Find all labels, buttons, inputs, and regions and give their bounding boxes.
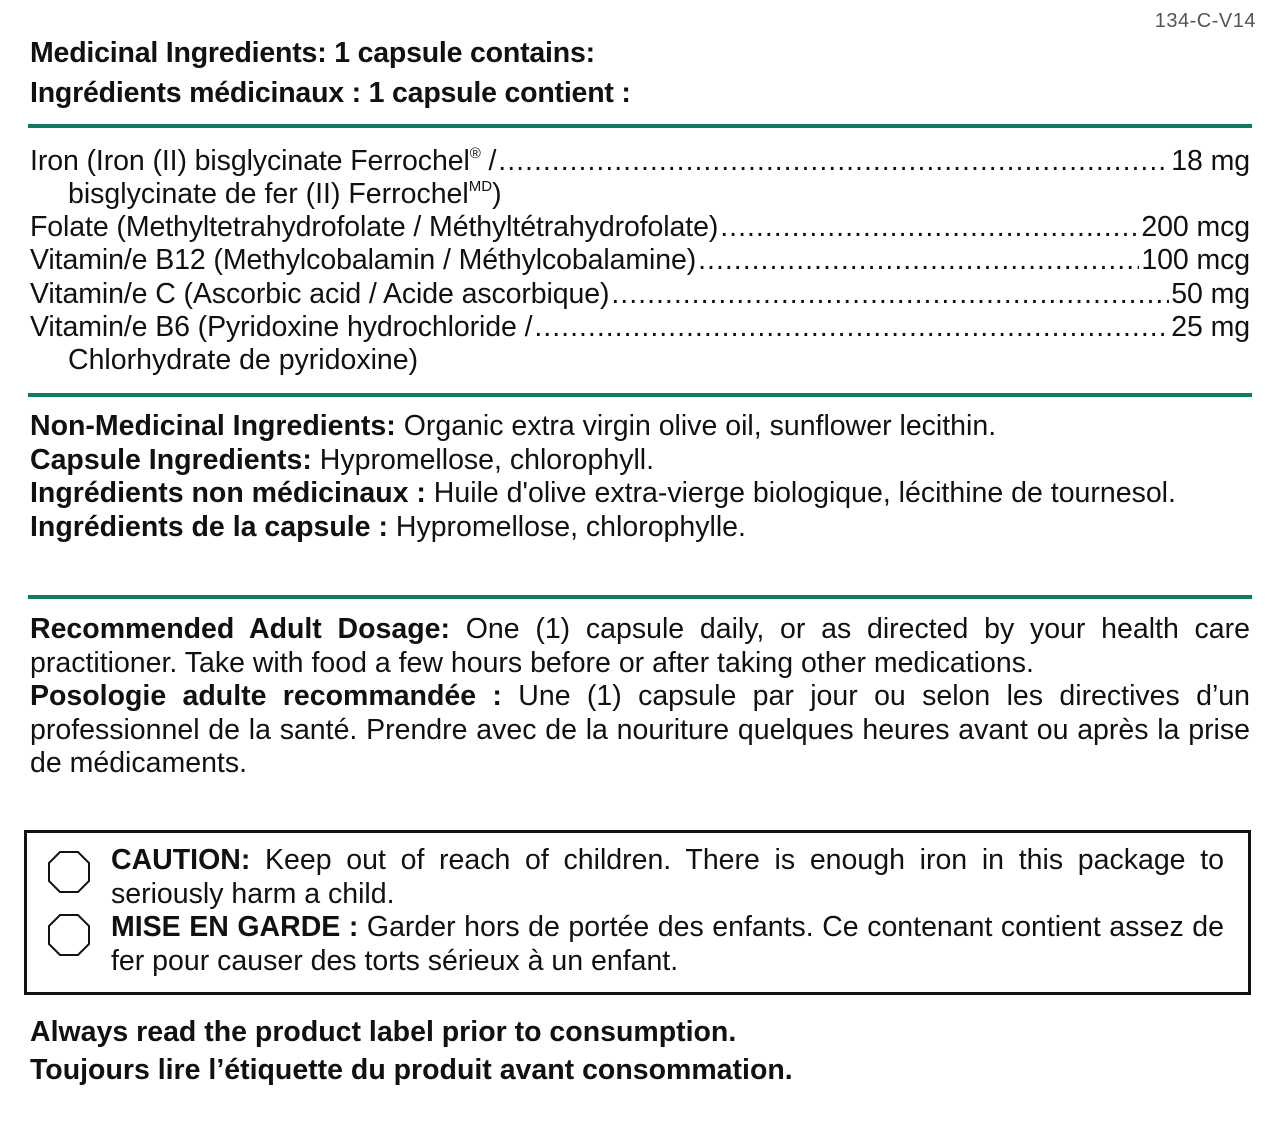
- octagon-warning-icon: [47, 850, 91, 894]
- ingredient-continuation-b6: Chlorhydrate de pyridoxine): [68, 344, 419, 376]
- dosage-fr: Posologie adulte recommandée : Une (1) capsule par jour ou selon les directives d’un professionnel de la santé. Prendre avec de la nouriture quelques heures avant ou après la prise de médicaments.: [30, 680, 1250, 779]
- ingredient-amount: 25 mg: [1171, 311, 1250, 343]
- octagon-warning-icon: [47, 913, 91, 957]
- ingredient-name: Folate (Methyltetrahydrofolate / Méthyltétrahydrofolate): [30, 211, 719, 243]
- footer-notice-en: Always read the product label prior to consumption.: [30, 1016, 737, 1048]
- medicinal-heading-en: Medicinal Ingredients: 1 capsule contains:: [30, 37, 595, 69]
- caution-fr: MISE EN GARDE : Garder hors de portée des enfants. Ce contenant contient assez de fer pour causer des torts sérieux à un enfant.: [111, 911, 1225, 977]
- ingredient-amount: 18 mg: [1171, 145, 1250, 177]
- dosage-section: [30, 613, 1250, 781]
- ingredient-row-b12: [30, 243, 1250, 277]
- non-medicinal-en: Non-Medicinal Ingredients: Organic extra virgin olive oil, sunflower lecithin.: [30, 410, 997, 442]
- leader-dots: [698, 243, 1139, 277]
- label-code: 134-C-V14: [1154, 10, 1256, 32]
- medicinal-heading-fr: Ingrédients médicinaux : 1 capsule contient :: [30, 77, 631, 109]
- caution-en: CAUTION: Keep out of reach of children. There is enough iron in this package to seriously harm a child.: [111, 844, 1224, 910]
- ingredient-row-vitamin-c: [30, 277, 1250, 311]
- ingredient-row-iron: Iron (Iron (II) bisglycinate Ferrochel® / ..... 18 mg: [30, 144, 1250, 178]
- ingredient-amount: 50 mg: [1171, 278, 1250, 310]
- non-medicinal-section: [30, 410, 1250, 544]
- ingredient-name: Vitamin/e C (Ascorbic acid / Acide ascorbique): [30, 278, 610, 310]
- ingredient-row-b6: [30, 310, 1250, 344]
- leader-dots: [720, 210, 1139, 244]
- caution-text: [111, 844, 1224, 978]
- section-divider: [28, 595, 1252, 599]
- leader-dots: [534, 310, 1169, 344]
- caution-box: [24, 830, 1251, 995]
- ingredient-row-folate: [30, 210, 1250, 244]
- ingredient-name: Vitamin/e B6 (Pyridoxine hydrochloride /: [30, 311, 533, 343]
- ingredient-amount: 100 mcg: [1141, 244, 1250, 276]
- ingredient-name: Vitamin/e B12 (Methylcobalamin / Méthylcobalamine): [30, 244, 697, 276]
- capsule-ingredients-en: Capsule Ingredients: Hypromellose, chlorophyll.: [30, 443, 655, 476]
- ingredient-name: Iron (Iron (II) bisglycinate Ferrochel: [30, 145, 470, 177]
- leader-dots: [611, 277, 1169, 311]
- ingredient-amount: 200 mcg: [1141, 211, 1250, 243]
- capsule-ingredients-fr: Ingrédients de la capsule : Hypromellose, chlorophylle.: [30, 510, 746, 543]
- dosage-en: Recommended Adult Dosage: One (1) capsule daily, or as directed by your health care practitioner. Take with food a few hours before or after taking other medications.: [30, 613, 1250, 679]
- footer-notice-fr: Toujours lire l’étiquette du produit avant consommation.: [30, 1054, 793, 1086]
- non-medicinal-fr: Ingrédients non médicinaux : Huile d'olive extra-vierge biologique, lécithine de tournesol.: [30, 477, 1176, 509]
- leader-dots: [498, 144, 1169, 178]
- section-divider: [28, 124, 1252, 128]
- ingredient-continuation-iron: bisglycinate de fer (II) Ferrochel$^{MD}$): [68, 178, 502, 210]
- section-divider: [28, 393, 1252, 397]
